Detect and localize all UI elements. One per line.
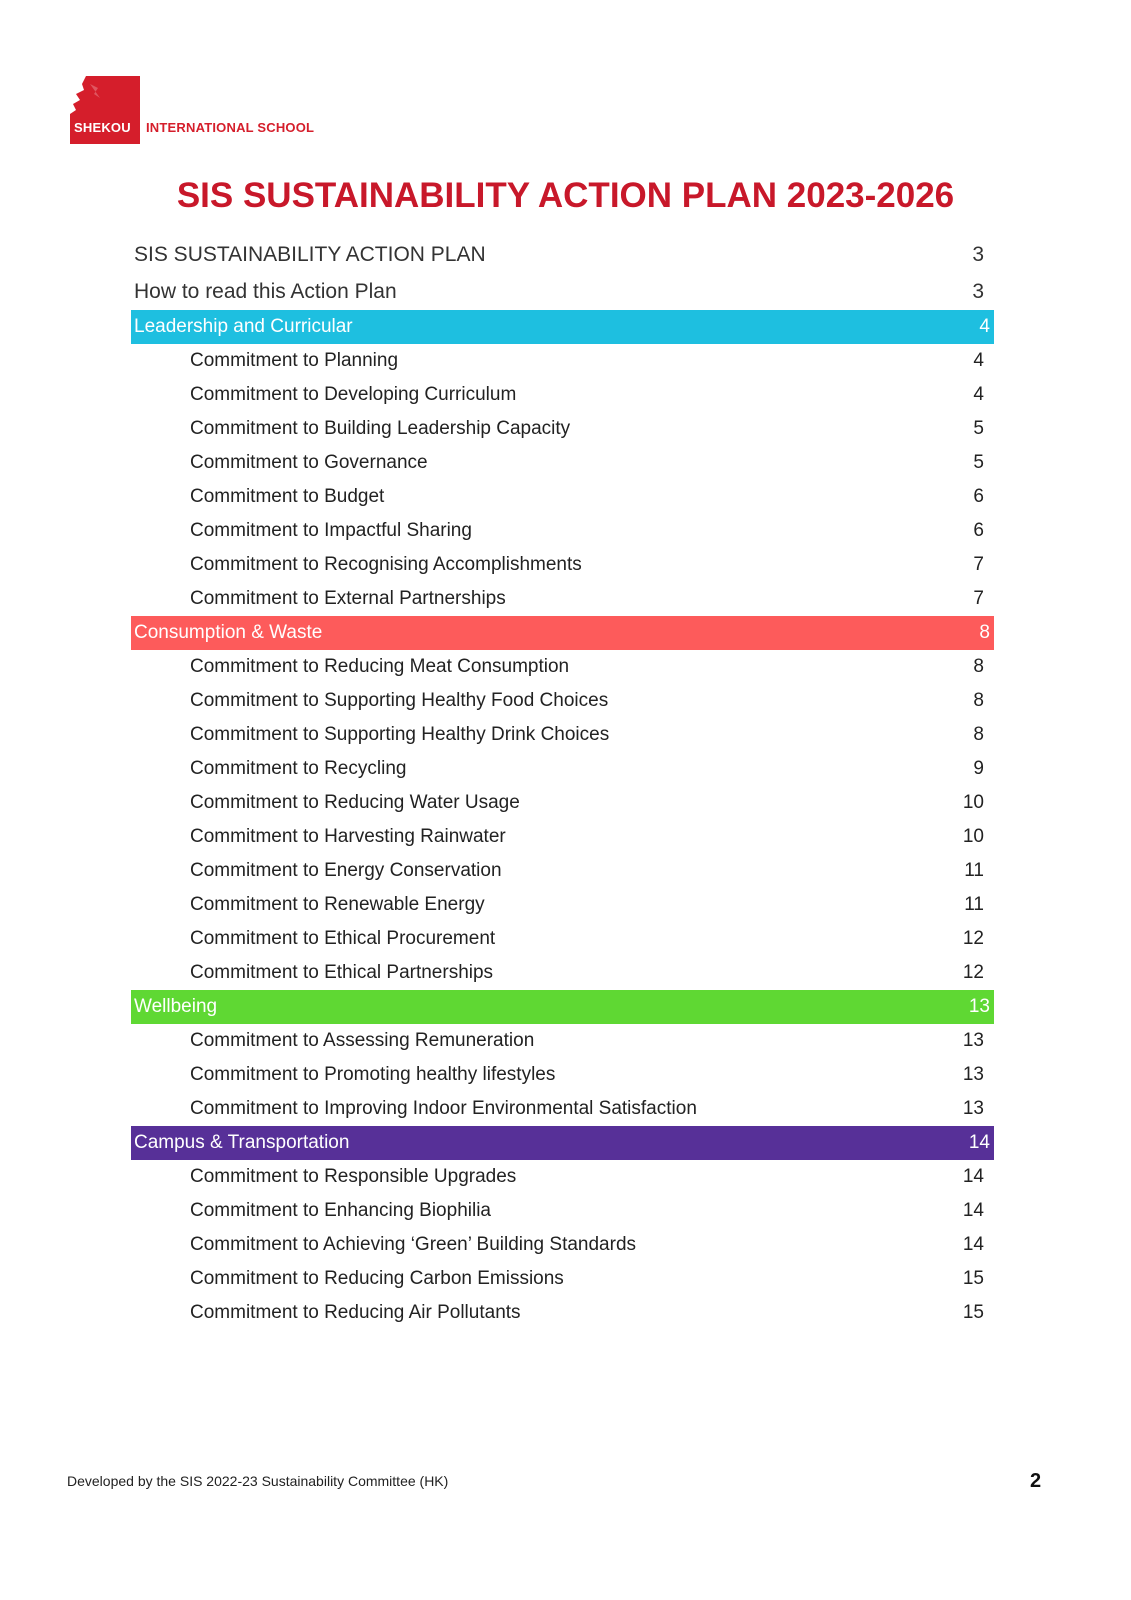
toc-entry-label: SIS SUSTAINABILITY ACTION PLAN [134, 242, 486, 266]
toc-section-page: 8 [979, 622, 990, 643]
toc-entry-label: Commitment to Recognising Accomplishments [190, 554, 582, 575]
toc-entry-page: 8 [973, 724, 984, 745]
toc-entry[interactable] [134, 684, 994, 718]
toc-entry-label: Commitment to Promoting healthy lifestyles [190, 1064, 556, 1085]
toc-entry[interactable] [134, 514, 994, 548]
toc-entry[interactable] [134, 1058, 994, 1092]
toc-entry-label: Commitment to Supporting Healthy Drink Choices [190, 724, 610, 745]
footer-credit: Developed by the SIS 2022-23 Sustainability Committee (HK) [67, 1473, 449, 1489]
toc-entry-label: Commitment to Reducing Water Usage [190, 792, 520, 813]
toc-entry[interactable] [134, 820, 994, 854]
school-logo-mark-icon [70, 76, 142, 148]
toc-entry[interactable] [134, 548, 994, 582]
toc-entry-page: 11 [964, 860, 984, 881]
toc-entry-page: 5 [973, 418, 984, 439]
toc-entry-label: Commitment to Ethical Procurement [190, 928, 496, 949]
toc-entry[interactable] [134, 888, 994, 922]
logo-school-name-part-b: INTERNATIONAL SCHOOL [146, 120, 315, 135]
toc-entry[interactable] [134, 718, 994, 752]
toc-section-label: Wellbeing [134, 996, 218, 1017]
toc-entry-page: 7 [973, 588, 984, 609]
toc-entry-label: Commitment to Recycling [190, 758, 407, 779]
toc-entry-page: 9 [973, 758, 984, 779]
toc-entry[interactable] [134, 412, 994, 446]
toc-entry[interactable] [134, 956, 994, 990]
toc-entry-page: 4 [973, 384, 984, 405]
page-title: SIS SUSTAINABILITY ACTION PLAN 2023-2026 [176, 176, 955, 215]
toc-entry-label: Commitment to External Partnerships [190, 588, 506, 609]
toc-entry[interactable] [134, 582, 994, 616]
toc-entry[interactable] [134, 1228, 994, 1262]
toc-entry-page: 3 [972, 242, 984, 266]
toc-entry-page: 15 [962, 1302, 984, 1323]
toc-entry-label: Commitment to Improving Indoor Environmental Satisfaction [190, 1098, 697, 1119]
toc-section-page: 13 [968, 996, 990, 1017]
logo-school-name-part-a: SHEKOU [74, 120, 131, 135]
toc-entry-page: 3 [972, 279, 984, 303]
toc-entry-label: Commitment to Reducing Air Pollutants [190, 1302, 521, 1323]
toc-entry[interactable] [134, 1296, 994, 1330]
toc-entry-label: Commitment to Governance [190, 452, 428, 473]
toc-entry-label: Commitment to Assessing Remuneration [190, 1030, 535, 1051]
toc-entry[interactable] [134, 480, 994, 514]
toc-entry-label: Commitment to Achieving ‘Green’ Building Standards [190, 1234, 637, 1255]
toc-entry-label: How to read this Action Plan [134, 279, 397, 303]
toc-entry-page: 13 [962, 1098, 984, 1119]
toc-entry-page: 5 [973, 452, 984, 473]
toc-section-page: 14 [968, 1132, 990, 1153]
toc-entry-page: 11 [964, 894, 984, 915]
toc-entry-page: 7 [973, 554, 984, 575]
toc-entry[interactable] [134, 1194, 994, 1228]
toc-entry-label: Commitment to Energy Conservation [190, 860, 502, 881]
toc-entry-page: 10 [962, 792, 984, 813]
toc-entry[interactable] [134, 650, 994, 684]
toc-section-label: Consumption & Waste [134, 622, 323, 643]
toc-entry-label: Commitment to Planning [190, 350, 399, 371]
toc-section-page: 4 [979, 316, 990, 337]
school-logo [70, 76, 370, 148]
toc-entry-page: 13 [962, 1064, 984, 1085]
toc-entry-label: Commitment to Enhancing Biophilia [190, 1200, 491, 1221]
toc-entry-page: 4 [973, 350, 984, 371]
toc-entry-page: 12 [962, 962, 984, 983]
toc-section-label: Leadership and Curricular [134, 316, 353, 337]
toc-entry[interactable] [134, 344, 994, 378]
toc-entry[interactable] [134, 378, 994, 412]
toc-entry[interactable] [134, 1160, 994, 1194]
toc-entry-page: 6 [973, 520, 984, 541]
toc-section-header[interactable] [131, 1126, 994, 1160]
page-number: 2 [1030, 1470, 1042, 1492]
toc-entry[interactable] [134, 922, 994, 956]
toc-entry[interactable] [134, 854, 994, 888]
toc-entry-page: 6 [973, 486, 984, 507]
toc-entry-label: Commitment to Impactful Sharing [190, 520, 472, 541]
toc-section-header[interactable] [131, 990, 994, 1024]
table-of-contents [134, 236, 994, 1330]
toc-entry[interactable] [134, 752, 994, 786]
toc-entry-page: 14 [962, 1200, 984, 1221]
toc-entry-page: 15 [962, 1268, 984, 1289]
toc-entry[interactable] [134, 273, 994, 310]
toc-entry[interactable] [134, 1024, 994, 1058]
toc-entry[interactable] [134, 236, 994, 273]
toc-entry-label: Commitment to Ethical Partnerships [190, 962, 494, 983]
toc-section-header[interactable] [131, 616, 994, 650]
toc-entry-label: Commitment to Renewable Energy [190, 894, 485, 915]
toc-entry-label: Commitment to Reducing Meat Consumption [190, 656, 570, 677]
toc-entry-page: 14 [962, 1166, 984, 1187]
toc-entry-label: Commitment to Harvesting Rainwater [190, 826, 506, 847]
toc-entry[interactable] [134, 446, 994, 480]
toc-entry[interactable] [134, 786, 994, 820]
toc-entry-label: Commitment to Supporting Healthy Food Choices [190, 690, 609, 711]
toc-entry-page: 12 [962, 928, 984, 949]
toc-entry-page: 10 [962, 826, 984, 847]
toc-entry-label: Commitment to Building Leadership Capacity [190, 418, 571, 439]
toc-entry-label: Commitment to Budget [190, 486, 385, 507]
toc-entry-page: 14 [962, 1234, 984, 1255]
toc-entry[interactable] [134, 1262, 994, 1296]
toc-entry-label: Commitment to Responsible Upgrades [190, 1166, 517, 1187]
toc-section-label: Campus & Transportation [134, 1132, 350, 1153]
toc-entry-page: 8 [973, 690, 984, 711]
toc-entry-label: Commitment to Developing Curriculum [190, 384, 517, 405]
toc-sections [134, 310, 994, 1330]
toc-entry-page: 8 [973, 656, 984, 677]
toc-entry-page: 13 [962, 1030, 984, 1051]
toc-section-header[interactable] [131, 310, 994, 344]
toc-entry-label: Commitment to Reducing Carbon Emissions [190, 1268, 564, 1289]
toc-entry[interactable] [134, 1092, 994, 1126]
